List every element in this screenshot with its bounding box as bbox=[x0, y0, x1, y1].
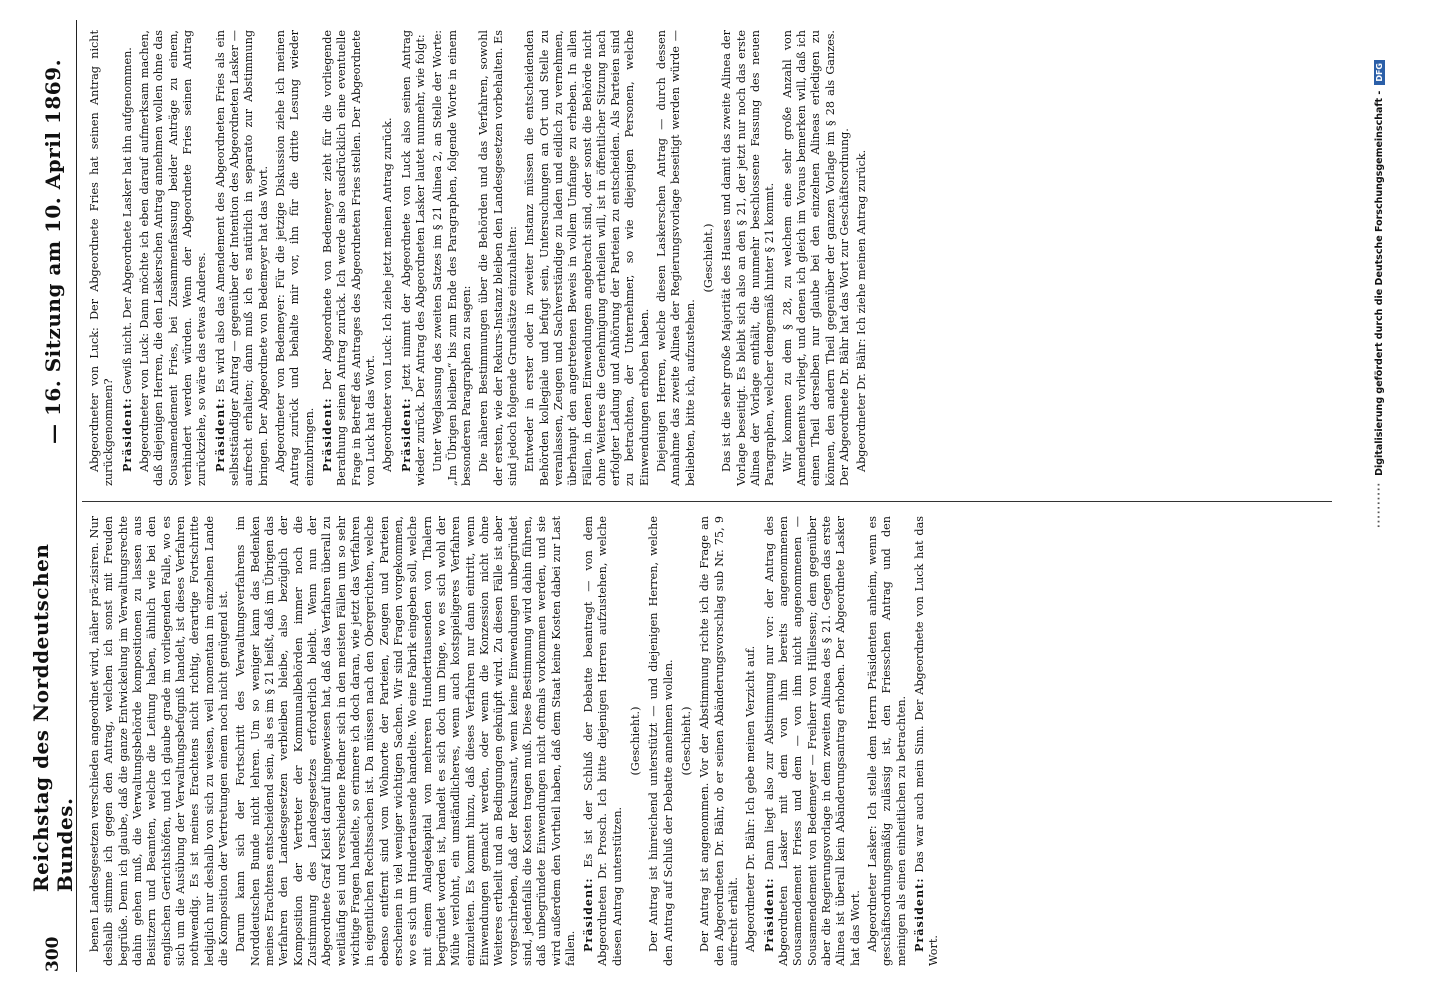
paragraph bbox=[647, 516, 676, 966]
scanned-page bbox=[29, 20, 1346, 972]
paragraph bbox=[477, 30, 520, 486]
paragraph-text: Abgeordneter von Luck: Dann möchte ich eben darauf aufmerksam machen, daß diejenigen Herren, die den Laskerschen Antrag annehmen wollen ohne das Sousamendement Fries, bei Zusammenfassung beider Anträge zu einem, verhindert werden würden. Wenn der Abgeordnete Fries seinen Antrag zurückziehe, so wäre das etwas Anderes. bbox=[137, 30, 209, 486]
paragraph-text: Abgeordneter von Luck: Ich ziehe jetzt meinen Antrag zurück. bbox=[381, 117, 395, 472]
paragraph bbox=[912, 516, 942, 966]
paragraph-text: Abgeordneter Dr. Bähr: Ich gebe meinen Verzicht auf. bbox=[744, 645, 758, 952]
paragraph-text: Die näheren Bestimmungen über die Behörden und das Verfahren, sowohl der ersten, wie der Rekurs-Instanz bleiben den Landesgesetzen vorbehalten. Es sind jedoch folgende Grundsätze einzuhalten: bbox=[477, 30, 519, 486]
paragraph-text: Es wird also das Amendement des Abgeordneten Fries als ein selbstständiger Antrag — gegenüber der Intention des Abgeordneten Lasker — aufrecht erhalten; dann muß ich es natürlich in separato zur Abstimmung bringen. Der Abgeordnete von Bedemeyer hat das Wort. bbox=[213, 29, 270, 486]
paragraph bbox=[274, 30, 317, 486]
paragraph bbox=[120, 30, 135, 486]
paragraph bbox=[698, 516, 741, 966]
paragraph bbox=[320, 30, 378, 486]
paragraph bbox=[762, 516, 863, 966]
paragraph-text: Jetzt nimmt der Abgeordnete von Luck also seinen Antrag wieder zurück. Der Antrag des Abgeordneten Lasker lautet nunmehr, wie folgt: bbox=[399, 30, 427, 486]
paragraph-text: Abgeordneter Lasker: Ich stelle dem Herrn Präsidenten anheim, wenn es geschäftsordnungsmäßig zulässig ist, den Friesschen Antrag und den meinigen als einen einheitlichen zu betrachten. bbox=[866, 516, 908, 966]
page-header bbox=[29, 20, 77, 972]
paragraph bbox=[855, 30, 869, 486]
paragraph bbox=[655, 30, 698, 486]
paragraph bbox=[399, 30, 429, 486]
paragraph-text: Diejenigen Herren, welche diesen Laskerschen Antrag — durch dessen Annahme das zweite Alinea der Regierungsvorlage beseitigt werden würde — beliebten, bitte ich, aufzustehen. bbox=[655, 30, 697, 486]
paragraph bbox=[781, 30, 853, 486]
left-running-title: Reichstag des Norddeutschen Bundes. bbox=[29, 543, 77, 892]
paragraph bbox=[720, 30, 777, 486]
stage-direction: (Geschieht.) bbox=[680, 706, 694, 776]
paragraph-text: Dann liegt also zur Abstimmung nur vor: der Antrag des Abgeordneten Lasker mit dem von ihm bereits angenommenen Sousamendement Friess und dem — von ihm nicht angenommenen — Sousamendement von Bedemeyer — Freiherr von Hüllessen; dem gegenüber aber die Regierungsvorlage in dem zweiten Alinea des § 21. Gegen das erste Alinea ist überall kein Abänderungsantrag erhoben. Der Abgeordnete Lasker hat das Wort. bbox=[762, 516, 862, 966]
paragraph bbox=[234, 516, 578, 966]
speaker-label: Präsident: bbox=[319, 397, 334, 472]
paragraph-text: Abgeordneter von Luck: Der Abgeordnete Fries hat seinen Antrag nicht zurückgenommen? bbox=[88, 30, 116, 486]
paragraph bbox=[744, 516, 758, 966]
paragraph bbox=[88, 30, 117, 486]
header-rule bbox=[76, 20, 77, 972]
paragraph bbox=[381, 30, 395, 486]
speaker-label: Präsident: bbox=[581, 877, 596, 952]
paragraph-text: benen Landesgesetzen verschieden angeordnet wird, näher prä-zisiren. Nur deshalb stimme ich gegen den Antrag, welchen ich sonst mit Freuden begrüße. Denn ich glaube, daß die ganze Entwickelung im Verwaltungsrechte dahin gehen muß, die Verwaltungsbehörde kompositionen zu lassen aus Beisitzern und Beamten, welche die Leitung haben, ähnlich wie bei den englischen Gerichtshöfen, und ich glaube grade im vorliegenden Falle, wo es sich um die Ausübung der Verwaltungsbefugniß handelt, ist dieses Verfahren nothwendig. Es ist meines Erachtens nicht richtig, derartige Fortschritte lediglich nur deshalb von sich zu weisen, weil momentan im einzelnen Lande die Komposition der Vertretungen einem noch nicht genügend ist. bbox=[88, 516, 230, 966]
right-column bbox=[88, 30, 873, 486]
paragraph-text: Der Antrag ist hinreichend unterstützt — und diejenigen Herren, welche den Antrag auf Schluß der Debatte annehmen wollen. bbox=[647, 516, 675, 966]
speaker-label: Präsident: bbox=[212, 397, 227, 472]
paragraph-text: Es ist der Schluß der Debatte beantragt — von dem Abgeordneten Dr. Prosch. Ich bitte diejenigen Herren aufzustehen, welche diesen Antrag unterstützen. bbox=[582, 516, 624, 966]
paragraph-text: Abgeordneter Dr. Bähr: Ich ziehe meinen Antrag zurück. bbox=[855, 149, 869, 472]
paragraph bbox=[581, 516, 625, 966]
column-divider bbox=[82, 501, 1332, 502]
paragraph-text: Gewiß nicht. Der Abgeordnete Lasker hat ihn aufgenommen. bbox=[120, 47, 134, 394]
speaker-label: Präsident: bbox=[398, 397, 413, 472]
paragraph bbox=[866, 516, 909, 966]
paragraph bbox=[523, 30, 652, 486]
paragraph-text: Das ist die sehr große Majorität des Hauses und damit das zweite Alinea der Vorlage beseitigt. Es bleibt sich also an den § 21, der jetzt nur noch das erste Alinea der Vorlage enthält, die nunmehr beschlossene Fassung des neuen Paragraphen, welcher demgemäß hinter § 21 kommt. bbox=[720, 30, 777, 486]
paragraph-text: Das war auch mein Sinn. Der Abgeordnete von Luck hat das Wort. bbox=[913, 516, 941, 966]
digitization-stamp bbox=[1374, 60, 1385, 900]
left-column bbox=[88, 516, 945, 966]
speaker-label: Präsident: bbox=[912, 877, 927, 952]
dotted-rule: ·········· bbox=[1374, 481, 1385, 528]
paragraph-text: Unter Weglassung des zweiten Satzes im § 21 Alinea 2, an Stelle der Worte: „Im Übrigen bleiben“ bis zum Ende des Paragraphen, folgende Worte in einem besonderen Paragraphen zu sagen: bbox=[431, 30, 473, 486]
stage-direction: (Geschieht.) bbox=[629, 706, 643, 776]
speaker-label: Präsident: bbox=[761, 877, 776, 952]
paragraph bbox=[138, 30, 210, 486]
paragraph-text: Wir kommen zu dem § 28, zu welchem eine sehr große Anzahl von Amendements vorliegt, und denen ich gleich im Voraus bemerken will, daß ich einen Theil derselben nur glaube bei den einzelnen Alineas erledigen zu können, den andern Theil gegenüber der ganzen Vorlage im § 28 als Ganzes. Der Abgeordnete Dr. Bähr hat das Wort zur Geschäftsordnung. bbox=[780, 30, 852, 486]
speaker-label: Präsident: bbox=[119, 397, 134, 472]
stage-direction: (Geschieht.) bbox=[702, 223, 716, 293]
dfg-logo: DFG bbox=[1374, 60, 1385, 85]
paragraph-text: Abgeordneter von Bedemeyer: Für die jetzige Diskussion ziehe ich meinen Antrag zurück und behalte mir vor, ihn für die dritte Lesung wieder einzubringen. bbox=[273, 30, 316, 486]
page-number: 300 bbox=[43, 936, 63, 972]
right-running-title: — 16. Sitzung am 10. April 1869. bbox=[41, 58, 65, 444]
paragraph bbox=[431, 30, 474, 486]
paragraph bbox=[213, 30, 271, 486]
paragraph-text: Der Abgeordnete von Bedemeyer zieht für die vorliegende Berathung seinen Antrag zurück. Ich werde also ausdrücklich eine eventuelle Frage in Betreff des Antrages des Abgeordneten Fries stellen. Der Abgeordnete von Luck hat das Wort. bbox=[320, 30, 377, 486]
paragraph bbox=[88, 516, 231, 966]
digitization-note: Digitalisierung gefördert durch die Deutsche Forschungsgemeinschaft - bbox=[1374, 90, 1385, 476]
paragraph-text: Entweder in erster oder in zweiter Instanz müssen die entscheidenden Behörden kollegiale und befugt sein, Untersuchungen an Ort und Stelle zu veranlassen, Zeugen und Sachverständige zu laden und eidlich zu vernehmen, überhaupt den angetretenen Beweis in vollem Umfange zu erheben. In allen Fällen, in denen Einwendungen angebracht sind, oder sonst die Behörde nicht ohne Weiteres die Genehmigung ertheilen will, ist in öffentlicher Sitzung nach erfolgter Ladung und Anhörung der Parteien zu entscheiden. Als Parteien sind zu betrachten, der Unternehmer, so wie diejenigen Personen, welche Einwendungen erhoben haben. bbox=[523, 30, 651, 486]
paragraph-text: Darum kann sich der Fortschritt des Verwaltungsverfahrens im Norddeutschen Bunde nicht lehren. Um so weniger kann das Bedenken meines Erachtens entscheidend sein, als es im § 21 heißt, daß im Übrigen das Verfahren den Landesgesetzen verbleiben bleibe, also bezüglich der Komposition der Vertreter der Kommunalbehörden immer noch die Zustimmung des Landesgesetzes erforderlich bleibt. Wenn nun der Abgeordnete Graf Kleist darauf hingewiesen hat, daß das Verfahren überall zu weitläufig sei und verschiedene Redner sich in den meisten Fällen um so sehr wichtige Fragen handelte, so erinnere ich doch daran, wie jetzt das Verfahren in eigentlichen Rechtssachen ist. Da müssen nach den Obergerichten, welche ebenso entfernt sind vom Wohnorte der Parteien, Zeugen und Parteien erscheinen in viel weniger wichtigen Sachen. Wir sind Fragen vorgekommen, wo es sich um Hundertausende handelte. Wo eine Fabrik eingeben soll, welche mit einem Anlagekapital von mehreren Hunderttausenden von Thalern begründet worden ist, handelt es sich doch um Dinge, wo es sich wohl der Mühe verlohnt, ein umständlicheres, wenn auch kostspieligeres Verfahren einzuleiten. Es kommt hinzu, daß dieses Verfahren nur dann eintritt, wenn Einwendungen gemacht werden, oder wenn die Konzession nicht ohne Weiteres ertheilt und an Bedingungen geknüpft wird. Zu diesen Fälle ist aber vorgeschrieben, daß der Rekursant, wenn keine Einwendungen unbegründet sind, jedenfalls die Kosten tragen muß. Diese Bestimmung wird dahin führen, daß unbegründete Einwendungen nicht oftmals vorkommen werden, und sie wird außerdem den Vortheil haben, daß dem Staat keine Kosten dabei zur Last fallen. bbox=[234, 516, 577, 966]
paragraph-text: Der Antrag ist angenommen. Vor der Abstimmung richte ich die Frage an den Abgeordneten Dr. Bähr, ob er seinen Abänderungsvorschlag sub Nr. 75, 9 aufrecht erhält. bbox=[698, 516, 741, 966]
